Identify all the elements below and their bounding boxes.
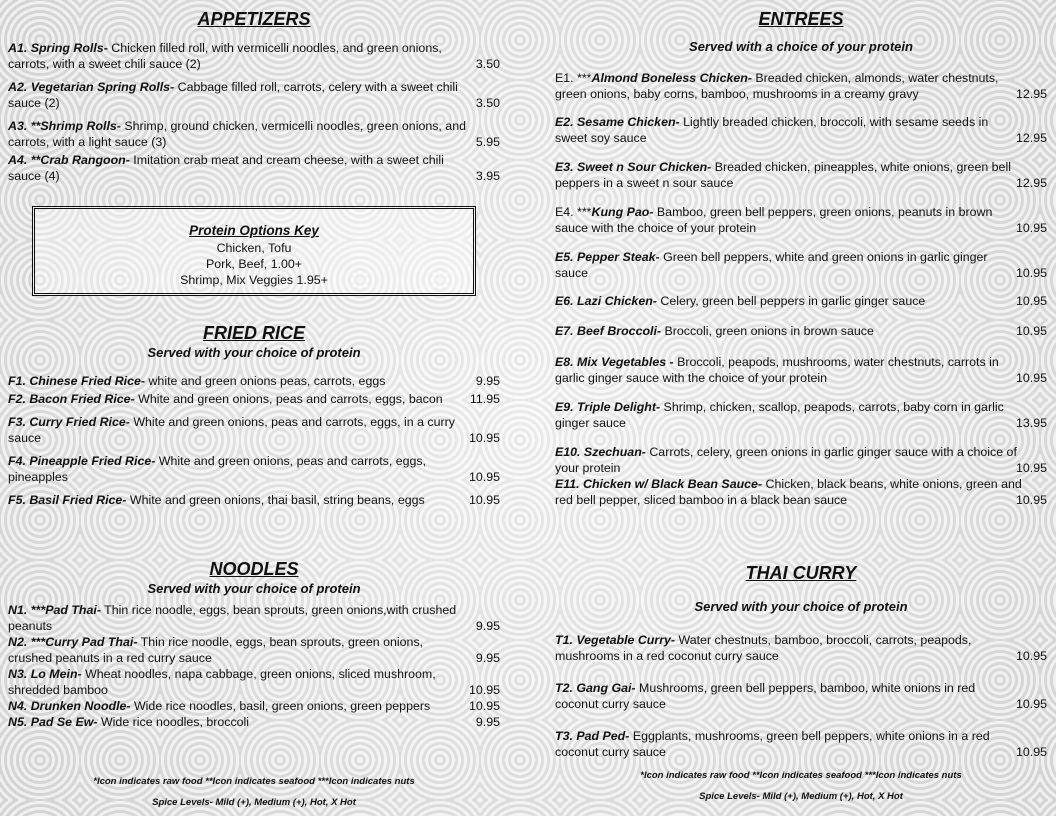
item-price: 10.95 (468, 431, 500, 445)
menu-item-n4: N4. Drunken Noodle- Wide rice noodles, basil, green onions, green peppers 10.95 (8, 699, 500, 713)
item-price: 10.95 (1015, 294, 1047, 308)
item-price: 10.95 (1015, 649, 1047, 663)
protein-key-line: Chicken, Tofu (216, 241, 292, 255)
item-price: 10.95 (1015, 697, 1047, 711)
entrees-list (555, 70, 1047, 508)
menu-item-f5: F5. Basil Fried Rice- White and green onions, thai basil, string beans, eggs 10.95 (8, 493, 500, 507)
noodles-title: NOODLES (209, 559, 299, 579)
protein-key-line: Shrimp, Mix Veggies 1.95+ (180, 273, 328, 287)
fried-rice-subtitle: Served with your choice of protein (147, 345, 361, 360)
protein-key-title: Protein Options Key (189, 223, 319, 238)
item-price: 10.95 (468, 470, 500, 484)
entrees-title: ENTREES (758, 9, 844, 29)
item-price: 11.95 (469, 392, 500, 406)
menu-item-e8: E8. Mix Vegetables - Broccoli, peapods, mushrooms, water chestnuts, carrots in garlic ginger sauce with the choice of your protein 10.95 (555, 355, 1047, 385)
item-price: 5.95 (475, 135, 500, 149)
thai-curry-list (555, 632, 1047, 760)
item-price: 12.95 (1015, 87, 1047, 101)
item-price: 10.95 (468, 699, 500, 713)
item-price: 10.95 (1015, 745, 1047, 759)
item-price: 10.95 (1015, 371, 1047, 385)
spice-levels-footnote: Spice Levels- Mild (+), Medium (+), Hot, X Hot (152, 797, 356, 808)
menu-item-e1: E1. ***Almond Boneless Chicken- Breaded chicken, almonds, water chestnuts, green onions, baby corns, bamboo, mushrooms in a creamy gravy 12.95 (555, 71, 1047, 101)
item-price: 10.95 (1015, 461, 1047, 475)
spice-levels-footnote: Spice Levels- Mild (+), Medium (+), Hot, X Hot (699, 791, 903, 802)
icon-legend-footnote: *Icon indicates raw food **Icon indicates seafood ***Icon indicates nuts (93, 776, 415, 787)
noodles-subtitle: Served with your choice of protein (147, 581, 361, 596)
menu-item-a1: A1. Spring Rolls- Chicken filled roll, with vermicelli noodles, and green onions, carrots, with a sweet chili sauce (2) 3.50 (8, 41, 500, 71)
item-price: 10.95 (1015, 324, 1047, 338)
menu-item-f4: F4. Pineapple Fried Rice- White and green onions, peas and carrots, eggs, pineapples 10.95 (8, 454, 500, 484)
item-price: 9.95 (475, 715, 500, 729)
menu-item-e2: E2. Sesame Chicken- Lightly breaded chicken, broccoli, with sesame seeds in sweet soy sauce 12.95 (555, 115, 1047, 145)
menu-item-e9: E9. Triple Delight- Shrimp, chicken, scallop, peapods, carrots, baby corn in garlic ginger sauce 13.95 (555, 400, 1047, 430)
item-price: 10.95 (468, 683, 500, 697)
item-price: 10.95 (1015, 221, 1047, 235)
item-price: 3.95 (475, 169, 500, 183)
menu-item-e3: E3. Sweet n Sour Chicken- Breaded chicken, pineapples, white onions, green bell peppers in a sweet n sour sauce 12.95 (555, 160, 1047, 190)
menu-item-e7: E7. Beef Broccoli- Broccoli, green onions in brown sauce 10.95 (555, 324, 1047, 338)
item-price: 9.95 (475, 651, 500, 665)
item-price: 12.95 (1015, 176, 1047, 190)
item-price: 3.50 (475, 96, 500, 110)
menu-item-f2: F2. Bacon Fried Rice- White and green onions, peas and carrots, eggs, bacon 11.95 (8, 392, 500, 406)
menu-item-t1: T1. Vegetable Curry- Water chestnuts, bamboo, broccoli, carrots, peapods, mushrooms in a red coconut curry sauce 10.95 (555, 633, 1047, 663)
entrees-subtitle: Served with a choice of your protein (689, 39, 913, 54)
protein-key-line: Pork, Beef, 1.00+ (205, 257, 303, 271)
protein-options-key (32, 206, 476, 296)
item-price: 9.95 (475, 619, 500, 633)
item-price: 10.95 (468, 493, 500, 507)
item-price: 13.95 (1015, 416, 1047, 430)
menu-item-t3: T3. Pad Ped- Eggplants, mushrooms, green bell peppers, white onions in a red coconut curry sauce 10.95 (555, 729, 1047, 759)
noodles-list (8, 602, 500, 730)
menu-item-a3: A3. **Shrimp Rolls- Shrimp, ground chicken, vermicelli noodles, green onions, and carrots, with a light sauce (3) 5.95 (8, 119, 500, 149)
appetizers-list (8, 40, 500, 184)
menu-item-n2: N2. ***Curry Pad Thai- Thin rice noodle, eggs, bean sprouts, green onions, crushed peanuts in a red curry sauce 9.95 (8, 635, 500, 665)
menu-item-e11: E11. Chicken w/ Black Bean Sauce- Chicken, black beans, white onions, green and red bell pepper, sliced bamboo in a black bean sauce 10.95 (555, 477, 1047, 507)
icon-legend-footnote: *Icon indicates raw food **Icon indicates seafood ***Icon indicates nuts (640, 770, 962, 781)
menu-item-n5: N5. Pad Se Ew- Wide rice noodles, broccoli 9.95 (8, 715, 500, 729)
item-price: 10.95 (1015, 493, 1047, 507)
menu-item-e4: E4. ***Kung Pao- Bamboo, green bell peppers, green onions, peanuts in brown sauce with the choice of your protein 10.95 (555, 205, 1047, 235)
menu-item-t2: T2. Gang Gai- Mushrooms, green bell peppers, bamboo, white onions in red coconut curry sauce 10.95 (555, 681, 1047, 711)
item-price: 10.95 (1015, 266, 1047, 280)
menu-item-e5: E5. Pepper Steak- Green bell peppers, white and green onions in garlic ginger sauce 10.95 (555, 250, 1047, 280)
menu-item-n3: N3. Lo Mein- Wheat noodles, napa cabbage, green onions, sliced mushroom, shredded bamboo 10.95 (8, 667, 500, 697)
fried-rice-list (8, 373, 500, 508)
menu-item-f1: F1. Chinese Fried Rice- white and green onions peas, carrots, eggs 9.95 (8, 374, 500, 388)
thai-curry-subtitle: Served with your choice of protein (694, 599, 908, 614)
thai-curry-title: THAI CURRY (745, 563, 857, 583)
menu-item-e10: E10. Szechuan- Carrots, celery, green onions in garlic ginger sauce with a choice of your protein 10.95 (555, 445, 1047, 475)
menu-item-e6: E6. Lazi Chicken- Celery, green bell peppers in garlic ginger sauce 10.95 (555, 294, 1047, 308)
item-price: 12.95 (1015, 131, 1047, 145)
menu-item-a4: A4. **Crab Rangoon- Imitation crab meat and cream cheese, with a sweet chili sauce (4) 3.95 (8, 153, 500, 183)
item-price: 3.50 (475, 57, 500, 71)
appetizers-title: APPETIZERS (197, 9, 311, 29)
menu-item-f3: F3. Curry Fried Rice- White and green onions, peas and carrots, eggs, in a curry sauce 10.95 (8, 415, 500, 445)
menu-item-n1: N1. ***Pad Thai- Thin rice noodle, eggs, bean sprouts, green onions,with crushed peanuts 9.95 (8, 603, 500, 633)
menu-item-a2: A2. Vegetarian Spring Rolls- Cabbage filled roll, carrots, celery with a sweet chili sauce (2) 3.50 (8, 80, 500, 110)
fried-rice-title: FRIED RICE (202, 323, 305, 343)
item-price: 9.95 (475, 374, 500, 388)
